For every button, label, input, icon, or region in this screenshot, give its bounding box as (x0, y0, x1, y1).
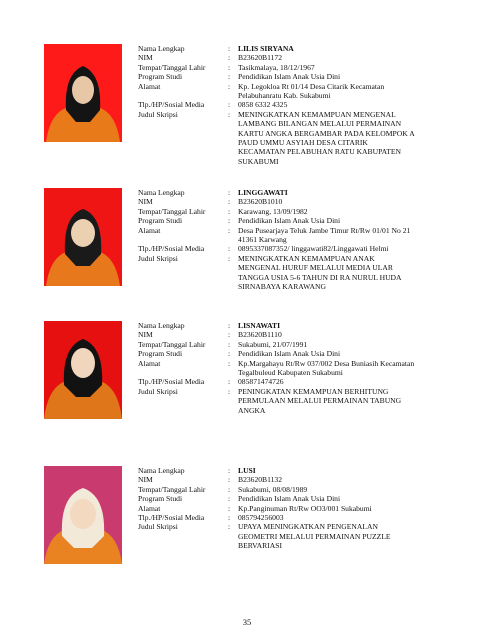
student-birth: Tasikmalaya, 18/12/1967 (238, 62, 315, 72)
student-name: LILIS SIRYANA (238, 44, 294, 53)
student-name: LUSI (238, 466, 256, 475)
label-name: Nama Lengkap (138, 188, 185, 197)
student-name: LINGGAWATI (238, 188, 288, 197)
label-address: Alamat (138, 81, 161, 91)
label-contact: Tlp./HP/Sosial Media (138, 377, 205, 387)
student-photo (44, 466, 122, 564)
label-thesis: Judul Skripsi (138, 253, 178, 263)
label-address: Alamat (138, 358, 161, 368)
label-contact: Tlp./HP/Sosial Media (138, 244, 205, 254)
student-contact: 0895337087352/ linggawati82/Linggawati Helmi (238, 244, 389, 254)
student-photo (44, 188, 122, 286)
student-birth: Karawang, 13/09/1982 (238, 206, 308, 216)
student-birth: Sukabumi, 08/08/1989 (238, 484, 308, 494)
student-nim: B23620B1110 (238, 330, 282, 340)
page-number: 35 (242, 617, 252, 627)
student-birth: Sukabumi, 21/07/1991 (238, 339, 308, 349)
label-nim: NIM (138, 475, 153, 485)
student-program: Pendidikan Islam Anak Usia Dini (238, 72, 341, 82)
student-address: Kp.Margahayu Rt/Rw 037/002 Desa Buniasih Kecamatan Tegalbuleud Kabupaten Sukabumi (238, 358, 415, 378)
label-birth: Tempat/Tanggal Lahir (138, 484, 206, 494)
student-program: Pendidikan Islam Anak Usia Dini (238, 349, 341, 359)
student-thesis: MENINGKATKAN KEMAMPUAN MENGENAL LAMBANG BILANGAN MELALUI PERMAINAN KARTU ANGKA BERGAMBAR PADA KELOMPOK A PAUD UMMU ASYIAH DESA CITARIK KECAMATAN PELABUHAN RATU KABUPATEN SUKABUMI (238, 109, 415, 166)
student-contact: 085871474726 (238, 377, 284, 387)
student-address: Kp.Panginuman Rt/Rw OO3/001 Sukabumi (238, 503, 372, 513)
student-thesis: MENINGKATKAN KEMAMPUAN ANAK MENGENAL HURUF MELALUI MEDIA ULAR TANGGA USIA 5-6 TAHUN DI RA NURUL HUDA SIRNABAYA KARAWANG (238, 253, 402, 292)
label-program: Program Studi (138, 72, 183, 82)
student-name: LISNAWATI (238, 321, 281, 330)
label-nim: NIM (138, 330, 153, 340)
student-nim: B23620B1132 (238, 475, 283, 485)
label-thesis: Judul Skripsi (138, 109, 178, 119)
label-program: Program Studi (138, 216, 183, 226)
label-birth: Tempat/Tanggal Lahir (138, 62, 206, 72)
label-program: Program Studi (138, 349, 183, 359)
label-thesis: Judul Skripsi (138, 522, 178, 532)
label-contact: Tlp./HP/Sosial Media (138, 100, 205, 110)
label-nim: NIM (138, 53, 153, 63)
label-address: Alamat (138, 503, 161, 513)
label-program: Program Studi (138, 494, 183, 504)
label-name: Nama Lengkap (138, 466, 185, 475)
student-nim: B23620B1172 (238, 53, 283, 63)
student-program: Pendidikan Islam Anak Usia Dini (238, 494, 341, 504)
student-contact: 0858 6332 4325 (238, 100, 288, 110)
label-name: Nama Lengkap (138, 321, 185, 330)
student-nim: B23620B1010 (238, 197, 283, 207)
student-photo (44, 44, 122, 142)
student-address: Kp. Legokloa Rt 01/14 Desa Citarik Kecamatan Pelabuhanratu Kab. Sukabumi (238, 81, 385, 101)
label-birth: Tempat/Tanggal Lahir (138, 206, 206, 216)
student-photo (44, 321, 122, 419)
student-thesis: PENINGKATAN KEMAMPUAN BERHITUNG PERMULAAN MELALUI PERMAINAN TABUNG ANGKA (238, 386, 402, 415)
label-nim: NIM (138, 197, 153, 207)
label-birth: Tempat/Tanggal Lahir (138, 339, 206, 349)
student-address: Desa Pusearjaya Teluk Jambe Timur Rt/Rw 01/01 No 21 41361 Karwang (238, 225, 411, 245)
label-thesis: Judul Skripsi (138, 386, 178, 396)
student-thesis: UPAYA MENINGKATKAN PENGENALAN GEOMETRI MELALUI PERMAINAN PUZZLE BERVARIASI (238, 522, 391, 551)
label-contact: Tlp./HP/Sosial Media (138, 513, 205, 523)
student-program: Pendidikan Islam Anak Usia Dini (238, 216, 341, 226)
label-name: Nama Lengkap (138, 44, 185, 53)
label-address: Alamat (138, 225, 161, 235)
student-contact: 085794256003 (238, 513, 284, 523)
